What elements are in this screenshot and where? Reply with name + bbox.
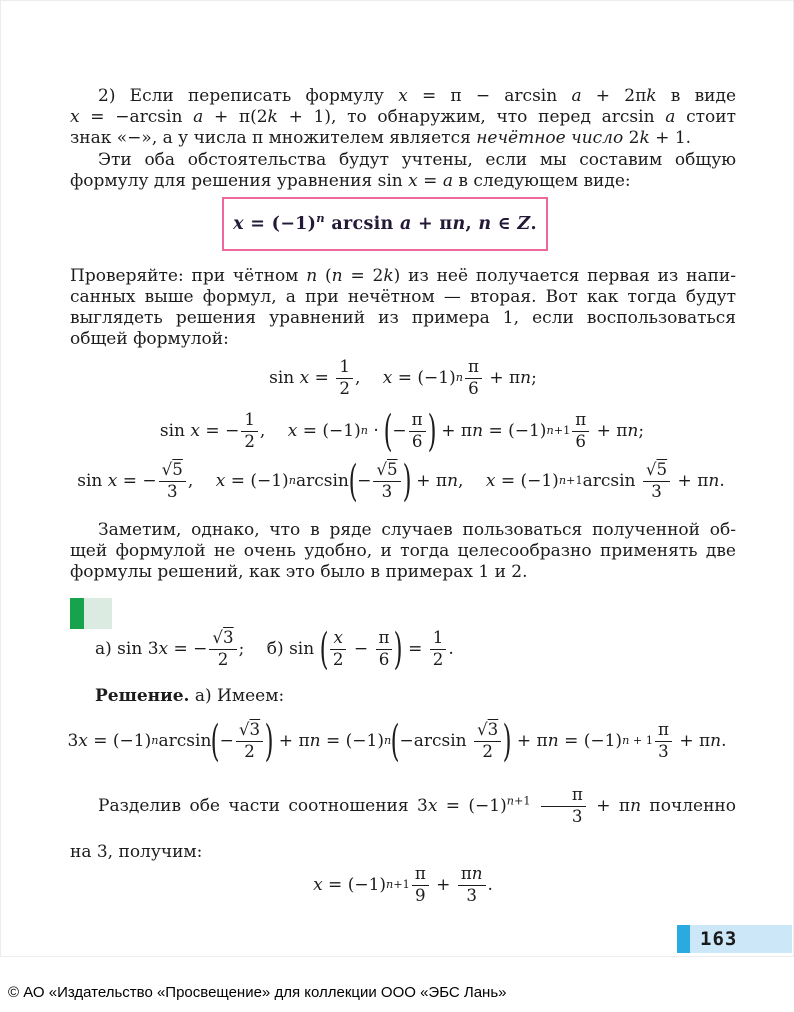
paragraph-line: Эти оба обстоятельства будут учтены, если мы составим общую	[98, 150, 736, 170]
page-number-accent-bar	[677, 925, 690, 953]
example-marker-bar	[70, 598, 84, 629]
display-equation-3: sin x = − $\frac{√5}{3}$ , x = (−1) n arcsin ( − $\frac{√5}{3}$ ) + π n , x = (−1) n+1 arcsin $\frac{√5}{3}$ + π n .	[77, 455, 725, 506]
copyright-footer: © АО «Издательство «Просвещение» для коллекции ООО «ЭБС Лань»	[8, 984, 507, 1001]
paragraph-line: 2) Если переписать формулу x = π − arcsin a + 2πk в виде	[98, 86, 737, 106]
paragraph-line: Проверяйте: при чётном n (n = 2k) из неё получается первая из напи-	[70, 266, 736, 286]
highlighted-formula-box	[222, 197, 548, 251]
paragraph-line: знак «−», а у числа π множителем является нечётное число 2k + 1.	[70, 128, 692, 148]
paragraph-line: Разделив обе части соотношения $3x = (-1)^{n+1}$ $\frac{\pi}{3}$ + πn почленно	[98, 785, 736, 826]
paragraph-line: санных выше формул, а при нечётном — вторая. Вот как тогда будут	[70, 287, 736, 307]
paragraph-line: щей формулой не очень удобно, и тогда целесообразно применять две	[70, 541, 736, 561]
general-solution-formula: $x = (-1)^n$ arcsin a + πn, n ∈ Z.	[233, 211, 537, 234]
display-equation-2: sin x = − $\frac{1}{2}$ , x = (−1) n · ( − $\frac{\pi}{6}$ ) + π n = (−1) n+1 $\frac{\pi}{6}$ + π n ;	[159, 405, 645, 456]
paragraph-line: выглядеть решения уравнений из примера 1, если воспользоваться	[70, 308, 736, 328]
example-equations: а) sin 3 x = − $\frac{√3}{2}$ ; б) sin ( $\frac{x}{2}$ − $\frac{\pi}{6}$ ) = $\frac{1}{2}$ .	[95, 623, 454, 674]
page-number-box	[677, 925, 792, 953]
paragraph-line: Заметим, однако, что в ряде случаев пользоваться полученной об-	[98, 520, 736, 540]
paragraph-line: формулы решений, как это было в примерах 1 и 2.	[70, 562, 528, 582]
paragraph-line: общей формулой:	[70, 329, 229, 349]
page-number: 163	[690, 925, 792, 953]
solution-heading: Решение. а) Имеем:	[95, 686, 285, 706]
display-equation-1: sin x = $\frac{1}{2}$ , x = (−1) n $\frac{\pi}{6}$ + π n ;	[269, 356, 537, 398]
solution-equation: 3 x = (−1) n arcsin ( − $\frac{√3}{2}$ ) + π n = (−1) n ( −arcsin $\frac{√3}{2}$ ) + π n = (−1) n + 1 $\frac{\pi}{3}$ + π n .	[67, 715, 727, 766]
paragraph-line: на 3, получим:	[70, 842, 203, 862]
paragraph-line: x = −arcsin a + π(2k + 1), то обнаружим, что перед arcsin a стоит	[70, 107, 737, 127]
final-answer-equation: x = (−1) n+1 $\frac{\pi}{9}$ + $\frac{\pi n}{3}$ .	[313, 863, 493, 905]
paragraph-line: формулу для решения уравнения sin x = a в следующем виде:	[70, 171, 631, 191]
